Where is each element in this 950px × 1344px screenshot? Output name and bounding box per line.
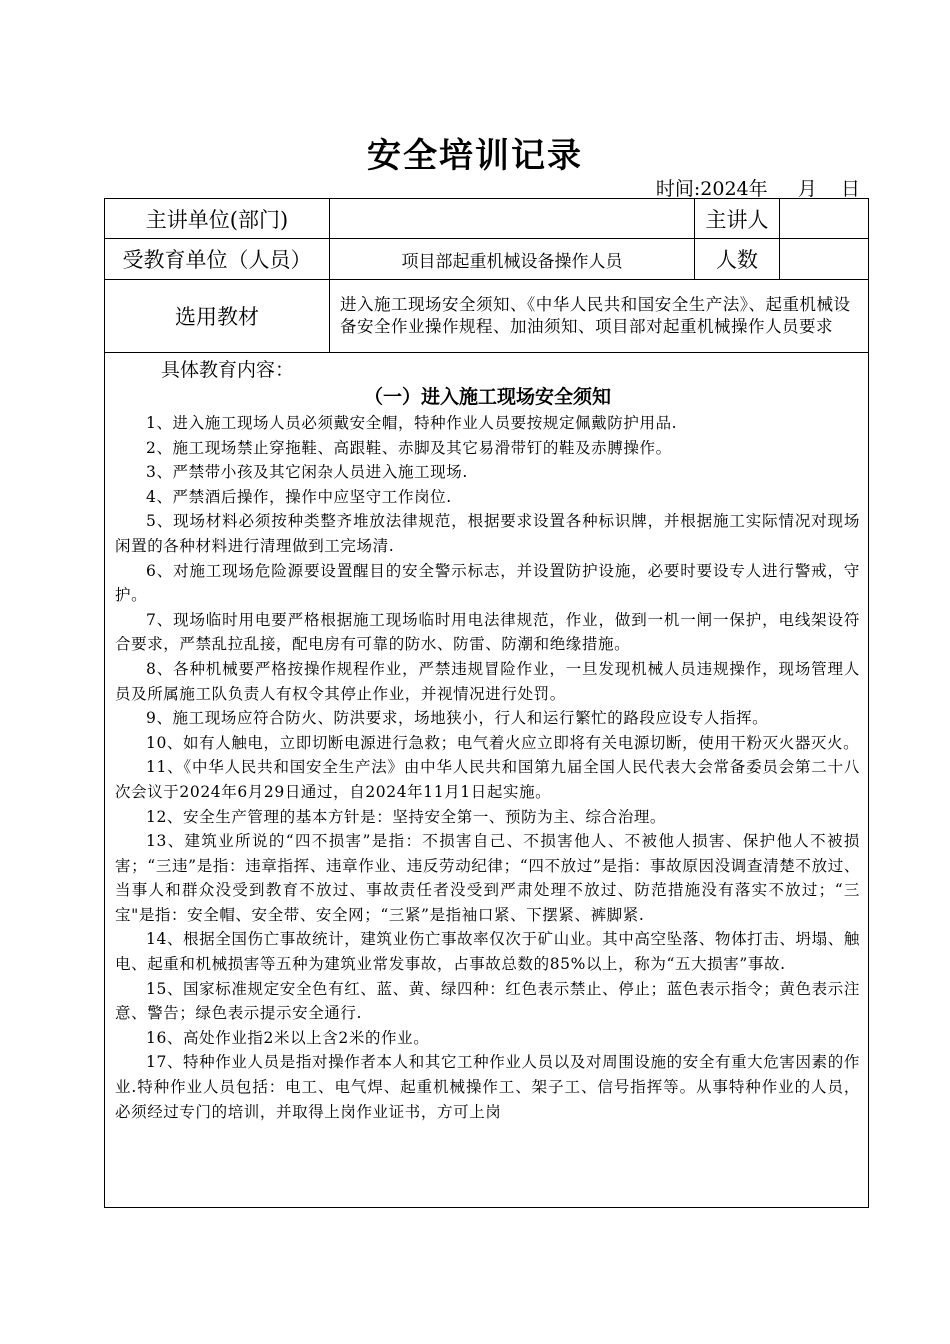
materials-field[interactable]: 进入施工现场安全须知、《中华人民共和国安全生产法》、起重机械设备安全作业操作规程、加油须知、项目部对起重机械操作人员要求 — [330, 280, 869, 353]
count-field[interactable] — [780, 239, 869, 280]
content-paragraph: 10、如有人触电，立即切断电源进行急救；电气着火应立即将有关电源切断，使用干粉灭火器灭火。 — [146, 733, 860, 752]
row-content — [105, 353, 869, 1208]
content-paragraph: 16、高处作业指2米以上含2米的作业。 — [146, 1028, 430, 1047]
content-paragraph: 2、施工现场禁止穿拖鞋、高跟鞋、赤脚及其它易滑带钉的鞋及赤膊操作。 — [146, 438, 672, 457]
content-heading: 具体教育内容： — [161, 359, 295, 381]
content-paragraph: 12、安全生产管理的基本方针是：坚持安全第一、预防为主、综合治理。 — [146, 807, 667, 826]
content-paragraph: 9、施工现场应符合防火、防洪要求，场地狭小，行人和运行繁忙的路段应设专人指挥。 — [146, 709, 769, 728]
lecturer-unit-field[interactable] — [330, 199, 695, 239]
content-paragraph: 17、特种作业人员是指对操作者本人和其它工种作业人员以及对周围设施的安全有重大危害因素的作业.特种作业人员包括：电工、电气焊、起重机械操作工、架子工、信号指挥等。从事特种作业的人员，必须经过专门的培训，并取得上岗作业证书，方可上岗 — [115, 1053, 860, 1121]
lecturer-label: 主讲人 — [695, 199, 780, 239]
lecturer-field[interactable] — [780, 199, 869, 239]
content-paragraph: 3、严禁带小孩及其它闲杂人员进入施工现场. — [146, 463, 468, 482]
content-paragraph: 13、建筑业所说的“四不损害”是指：不损害自己、不损害他人、不被他人损害、保护他人不被损害；“三违”是指：违章指挥、违章作业、违反劳动纪律；“四不放过”是指：事故原因没调查清楚不放过、当事人和群众没受到教育不放过、事故责任者没受到严肃处理不放过、防范措施没有落实不放过；“三宝"是指：安全帽、安全带、安全网；“三紧”是指袖口紧、下摆紧、裤脚紧. — [115, 832, 860, 924]
content-cell — [105, 353, 869, 1208]
count-label: 人数 — [695, 239, 780, 280]
content-paragraph: 14、根据全国伤亡事故统计，建筑业伤亡事故率仅次于矿山业。其中高空坠落、物体打击、坍塌、触电、起重和机械损害等五种为建筑业常发事故，占事故总数的85%以上，称为“五大损害”事故. — [115, 930, 860, 974]
row-lecturer — [105, 199, 869, 239]
content-paragraph: 15、国家标准规定安全色有红、蓝、黄、绿四种：红色表示禁止、停止；蓝色表示指令；黄色表示注意、警告；绿色表示提示安全通行. — [115, 979, 860, 1023]
content-paragraph: 1、进入施工现场人员必须戴安全帽，特种作业人员要按规定佩戴防护用品. — [146, 414, 678, 432]
date-line: 时间:2024年 月 日 — [655, 178, 860, 200]
content-paragraph: 8、各种机械要严格按操作规程作业，严禁违规冒险作业，一旦发现机械人员违规操作，现场管理人员及所属施工队负责人有权令其停止作业，并视情况进行处罚。 — [115, 659, 860, 703]
materials-label: 选用教材 — [105, 280, 330, 353]
content-paragraph: 6、对施工现场危险源要设置醒目的安全警示标志，并设置防护设施，必要时要设专人进行警戒，守护。 — [115, 561, 860, 605]
training-record-table — [104, 198, 869, 1208]
content-paragraphs — [115, 411, 860, 1124]
row-trainee — [105, 239, 869, 280]
content-paragraph: 4、严禁酒后操作，操作中应坚守工作岗位. — [146, 487, 452, 506]
lecturer-unit-label: 主讲单位(部门) — [105, 199, 330, 239]
trainee-unit-label: 受教育单位（人员） — [105, 239, 330, 280]
document-title: 安全培训记录 — [367, 136, 583, 176]
content-paragraph: 7、现场临时用电要严格根据施工现场临时用电法律规范，作业，做到一机一闸一保护，电线架设符合要求，严禁乱拉乱接，配电房有可靠的防水、防雷、防潮和绝缘措施。 — [115, 610, 860, 654]
content-paragraph: 5、现场材料必须按种类整齐堆放法律规范，根据要求设置各种标识牌，并根据施工实际情况对现场闲置的各种材料进行清理做到工完场清. — [115, 512, 860, 555]
content-paragraph: 11、《中华人民共和国安全生产法》由中华人民共和国第九届全国人民代表大会常备委员会第二十八次会议于2024年6月29日通过，自2024年11月1日起实施。 — [115, 758, 860, 801]
row-materials — [105, 280, 869, 353]
trainee-unit-field[interactable]: 项目部起重机械设备操作人员 — [330, 239, 695, 280]
section-title: （一）进入施工现场安全须知 — [363, 386, 611, 408]
